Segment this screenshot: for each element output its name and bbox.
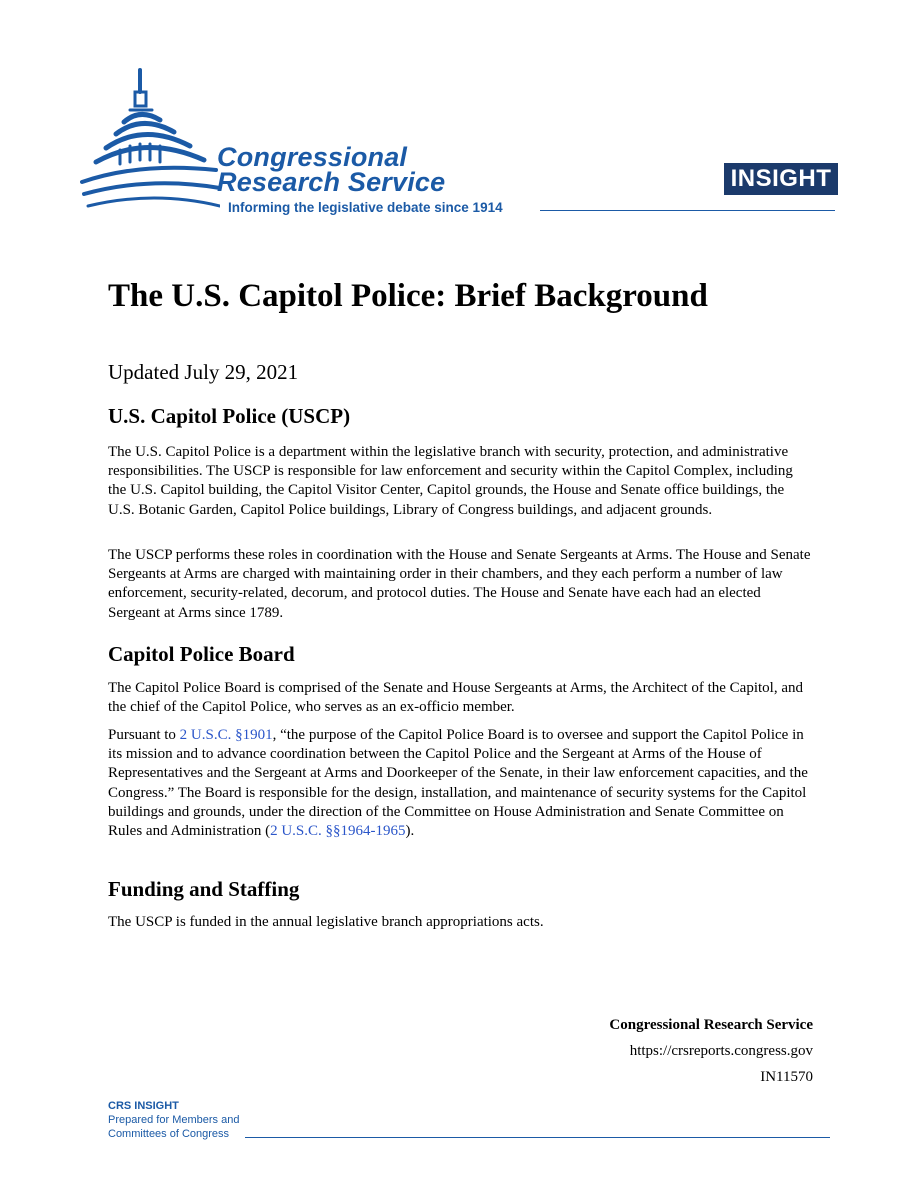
footer-url: https://crsreports.congress.gov (629, 1043, 813, 1059)
footer-prepared-line1: Prepared for Members and (108, 1114, 240, 1126)
paragraph: The USCP performs these roles in coordination with the House and Senate Sergeants at Arms. The House and Senate Sergeants at Arms are charged with maintaining order in their chambers, and they each perform a number of law enforcement, security-related, decorum, and protocol duties. The House and Senate have each had an elected Sergeant at Arms since 1789. (108, 547, 811, 621)
citation-link-2usc1901[interactable]: 2 U.S.C. §1901 (179, 727, 273, 743)
tagline-divider (540, 210, 835, 211)
report-id: IN11570 (760, 1069, 813, 1085)
logo-title-line2: Research Service (217, 167, 446, 197)
insight-badge: INSIGHT (724, 163, 838, 195)
paragraph-citation (108, 726, 813, 841)
section-heading-board: Capitol Police Board (108, 642, 295, 666)
footer-org: Congressional Research Service (609, 1017, 813, 1033)
text-span: ). (405, 823, 415, 840)
section-heading-uscp: U.S. Capitol Police (USCP) (108, 404, 351, 428)
page-title: The U.S. Capitol Police: Brief Background (108, 278, 708, 314)
paragraph: The Capitol Police Board is comprised of the Senate and House Sergeants at Arms, the Architect of the Capitol, and the chief of the Capitol Police, who serves as an ex-officio member. (108, 680, 803, 716)
capitol-dome-icon (80, 64, 220, 224)
citation-link-2usc1964[interactable]: 2 U.S.C. §§1964-1965 (270, 823, 406, 840)
text-span: , “the purpose of the Capitol Police Board is to oversee and support the Capitol Police in its mission and to advance coordination between the Capitol Police and the Sergeant at Arms of the House of Representatives and the Sergeant at Arms and Doorkeeper of the Senate, in their law enforcement capacities, and the Congress.” The Board is responsible for the design, installation, and maintenance of security systems for the Capitol buildings and grounds, under the direction of the Committee on House Administration and Senate Committee on Rules and Administration ( (108, 727, 808, 840)
section-heading-funding: Funding and Staffing (108, 877, 300, 901)
logo-title-line1: Congressional (217, 142, 408, 172)
text-span: Pursuant to (108, 727, 180, 743)
footer-divider (245, 1137, 830, 1138)
report-footer (609, 1012, 813, 1090)
footer-prepared-line2: Committees of Congress (108, 1128, 230, 1140)
paragraph: The U.S. Capitol Police is a department within the legislative branch with security, protection, and administrative responsibilities. The USCP is responsible for law enforcement and security within the Capitol Complex, including the U.S. Capitol building, the Capitol Visitor Center, Capitol grounds, the House and Senate office buildings, the U.S. Botanic Garden, Capitol Police buildings, Library of Congress buildings, and adjacent grounds. (108, 444, 793, 518)
updated-date: Updated July 29, 2021 (108, 360, 299, 384)
logo-tagline: Informing the legislative debate since 1914 (228, 200, 503, 215)
crs-insight-footer (108, 1099, 239, 1141)
paragraph: The USCP is funded in the annual legislative branch appropriations acts. (108, 914, 544, 930)
crs-logo (80, 64, 840, 224)
footer-insight-label: CRS INSIGHT (108, 1100, 179, 1112)
